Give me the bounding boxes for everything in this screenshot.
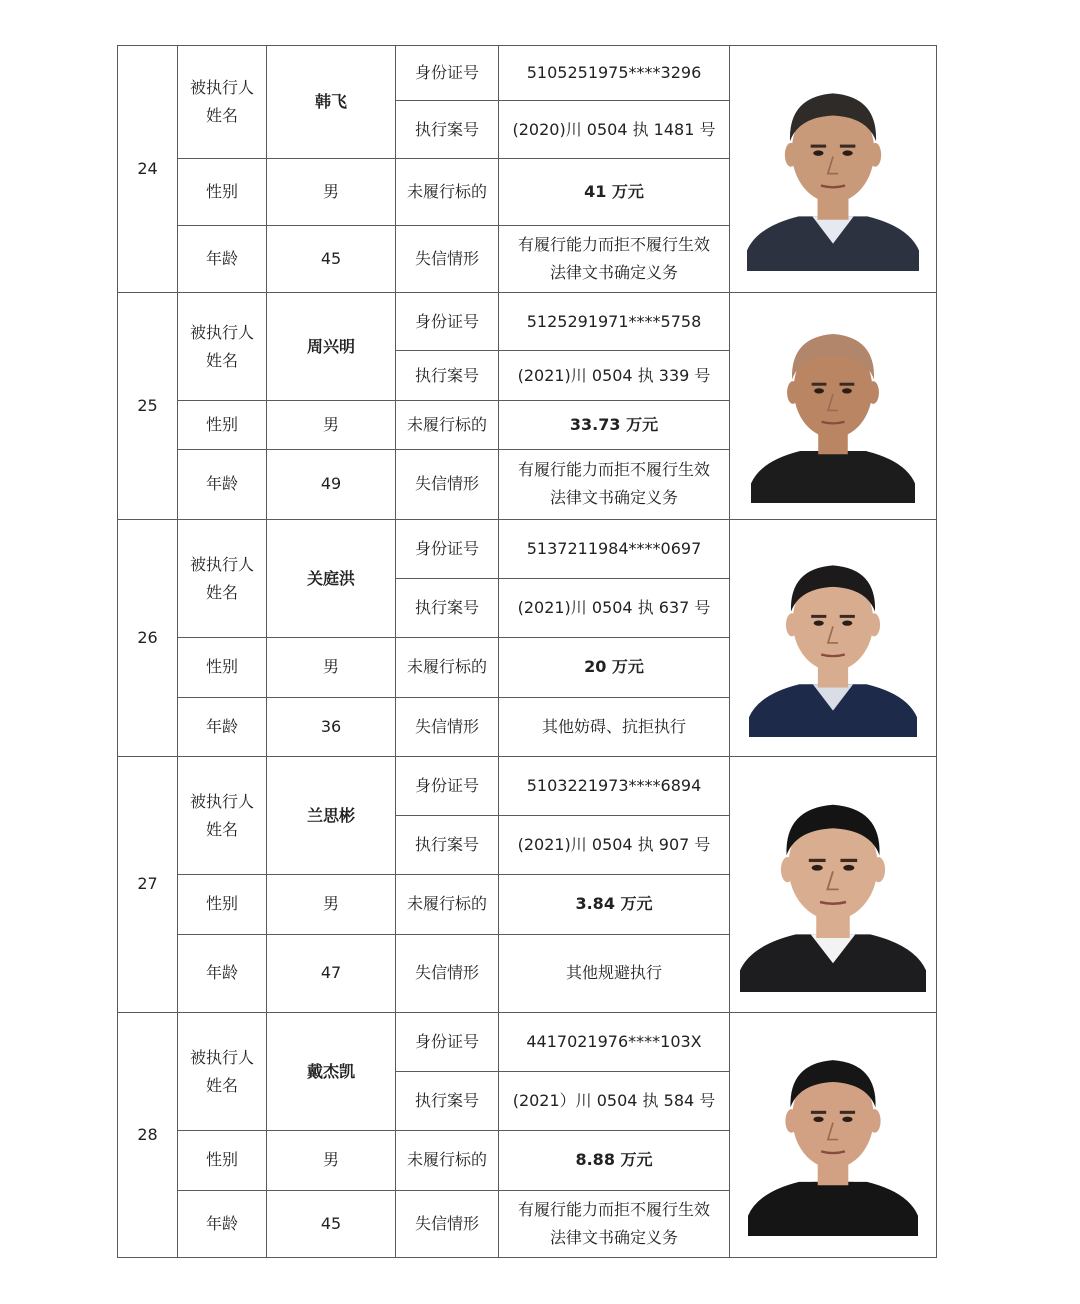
id-label: 身份证号: [396, 292, 499, 350]
gender-value: 男: [267, 159, 396, 225]
gender-value: 男: [267, 875, 396, 934]
record-number: 27: [118, 756, 178, 1012]
unfulfilled-label: 未履行标的: [396, 638, 499, 697]
unfulfilled-label: 未履行标的: [396, 875, 499, 934]
gender-label: 性别: [178, 159, 267, 225]
situation-text: 有履行能力而拒不履行生效 法律文书确定义务: [499, 1190, 730, 1257]
photo-cell: [730, 519, 937, 756]
situation-label: 失信情形: [396, 697, 499, 756]
situation-text: 其他规避执行: [499, 934, 730, 1012]
situation-text: 有履行能力而拒不履行生效 法律文书确定义务: [499, 225, 730, 292]
gender-label: 性别: [178, 638, 267, 697]
photo-cell: [730, 1012, 937, 1257]
person-name: 韩飞: [267, 46, 396, 159]
id-label: 身份证号: [396, 519, 499, 578]
gender-label: 性别: [178, 1131, 267, 1190]
record-row: [118, 292, 937, 350]
unfulfilled-label: 未履行标的: [396, 159, 499, 225]
case-number: (2021）川 0504 执 584 号: [499, 1072, 730, 1131]
situation-label: 失信情形: [396, 934, 499, 1012]
id-number: 4417021976****103X: [499, 1012, 730, 1071]
record-row: [118, 46, 937, 101]
person-name: 关庭洪: [267, 519, 396, 637]
portrait-photo: [747, 66, 919, 271]
unfulfilled-amount: 33.73 万元: [499, 401, 730, 449]
id-label: 身份证号: [396, 1012, 499, 1071]
portrait-photo: [749, 539, 917, 737]
name-label: 被执行人 姓名: [178, 756, 267, 874]
gender-value: 男: [267, 638, 396, 697]
unfulfilled-amount: 20 万元: [499, 638, 730, 697]
age-value: 47: [267, 934, 396, 1012]
situation-label: 失信情形: [396, 1190, 499, 1257]
record-row: [118, 519, 937, 578]
gender-value: 男: [267, 401, 396, 449]
situation-label: 失信情形: [396, 449, 499, 519]
gender-label: 性别: [178, 401, 267, 449]
name-label: 被执行人 姓名: [178, 1012, 267, 1130]
portrait-photo: [740, 776, 926, 992]
record-number: 28: [118, 1012, 178, 1257]
age-label: 年龄: [178, 1190, 267, 1257]
age-label: 年龄: [178, 934, 267, 1012]
age-value: 45: [267, 225, 396, 292]
name-label: 被执行人 姓名: [178, 46, 267, 159]
case-label: 执行案号: [396, 101, 499, 159]
case-label: 执行案号: [396, 1072, 499, 1131]
id-number: 5103221973****6894: [499, 756, 730, 815]
id-label: 身份证号: [396, 46, 499, 101]
record-number: 25: [118, 292, 178, 519]
id-number: 5125291971****5758: [499, 292, 730, 350]
record-row: [118, 756, 937, 815]
id-number: 5137211984****0697: [499, 519, 730, 578]
defaulters-table: [117, 45, 937, 1258]
case-number: (2021)川 0504 执 907 号: [499, 816, 730, 875]
record-row: [118, 1012, 937, 1071]
age-value: 45: [267, 1190, 396, 1257]
age-label: 年龄: [178, 225, 267, 292]
situation-label: 失信情形: [396, 225, 499, 292]
unfulfilled-label: 未履行标的: [396, 401, 499, 449]
case-number: (2021)川 0504 执 637 号: [499, 579, 730, 638]
person-name: 兰思彬: [267, 756, 396, 874]
age-value: 49: [267, 449, 396, 519]
case-number: (2020)川 0504 执 1481 号: [499, 101, 730, 159]
id-label: 身份证号: [396, 756, 499, 815]
photo-cell: [730, 756, 937, 1012]
case-label: 执行案号: [396, 579, 499, 638]
age-label: 年龄: [178, 449, 267, 519]
case-number: (2021)川 0504 执 339 号: [499, 351, 730, 401]
situation-text: 其他妨碍、抗拒执行: [499, 697, 730, 756]
unfulfilled-amount: 8.88 万元: [499, 1131, 730, 1190]
unfulfilled-amount: 41 万元: [499, 159, 730, 225]
unfulfilled-amount: 3.84 万元: [499, 875, 730, 934]
photo-cell: [730, 292, 937, 519]
age-value: 36: [267, 697, 396, 756]
situation-text: 有履行能力而拒不履行生效 法律文书确定义务: [499, 449, 730, 519]
person-name: 戴杰凯: [267, 1012, 396, 1130]
case-label: 执行案号: [396, 816, 499, 875]
record-number: 26: [118, 519, 178, 756]
gender-value: 男: [267, 1131, 396, 1190]
gender-label: 性别: [178, 875, 267, 934]
person-name: 周兴明: [267, 292, 396, 400]
unfulfilled-label: 未履行标的: [396, 1131, 499, 1190]
portrait-photo: [748, 1033, 918, 1236]
photo-cell: [730, 46, 937, 293]
name-label: 被执行人 姓名: [178, 519, 267, 637]
record-number: 24: [118, 46, 178, 293]
portrait-photo: [751, 308, 915, 503]
case-label: 执行案号: [396, 351, 499, 401]
id-number: 5105251975****3296: [499, 46, 730, 101]
age-label: 年龄: [178, 697, 267, 756]
name-label: 被执行人 姓名: [178, 292, 267, 400]
